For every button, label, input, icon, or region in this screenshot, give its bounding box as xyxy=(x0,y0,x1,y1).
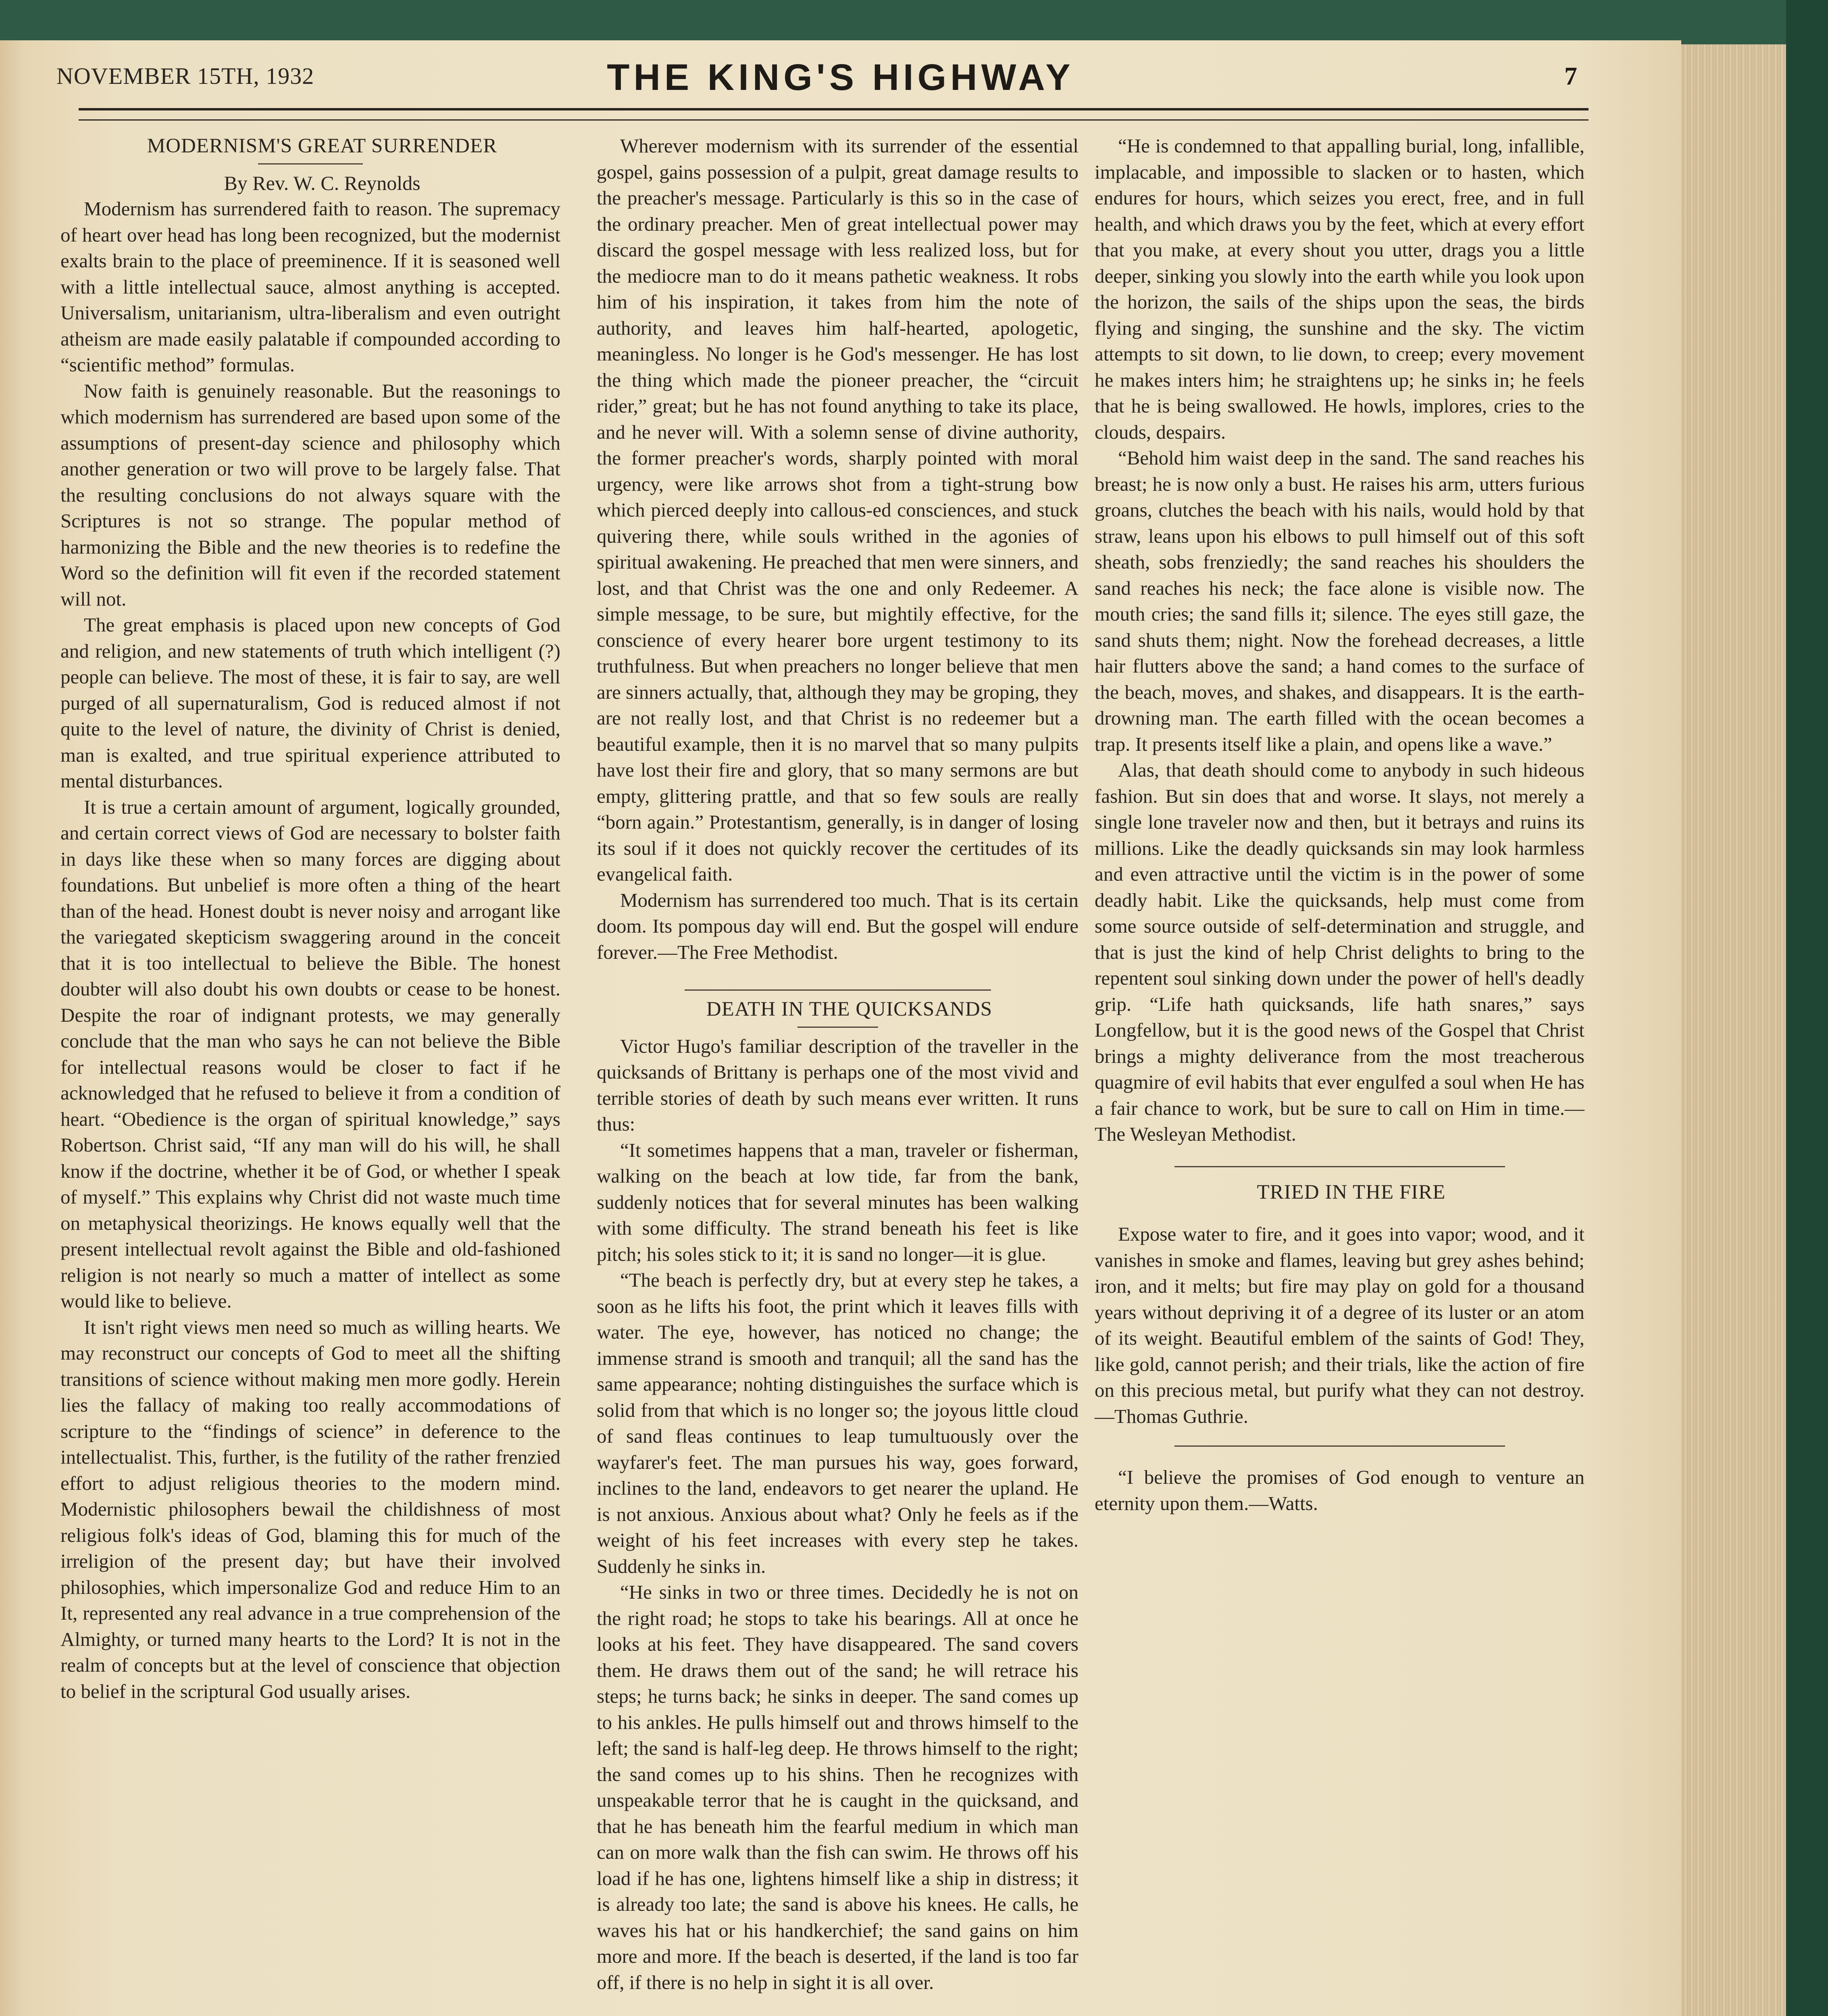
paragraph: Modernism has surrendered too much. That is its certain doom. Its pompous day will end. But the gospel will endure forever.—The Free Methodist. xyxy=(597,889,1078,963)
title-divider xyxy=(797,1027,878,1028)
column-2 xyxy=(597,133,1078,2016)
paragraph: “He is condemned to that appalling burial, long, infallible, implacable, and impossible to slacken or to hasten, which endures for hours, which seizes you erect, free, and in full health, and which draws you by the feet, which at every effort that you make, at every shout you utter, drags you a little deeper, sinking you slowly into the earth while you look upon the horizon, the sails of the ships upon the seas, the birds flying and singing, the sunshine and the sky. The victim attempts to sit down, to lie down, to creep; every movement he makes inters him; he straightens up; he sinks in; he feels that he is being swallowed. He howls, implores, cries to the clouds, despairs. xyxy=(1095,135,1584,443)
spacer xyxy=(597,965,1078,985)
header-rule xyxy=(79,108,1589,121)
paragraph: “Behold him waist deep in the sand. The sand reaches his breast; he is now only a bust. He raises his arm, utters furious groans, clutches the beach with his nails, would hold by that straw, leans upon his elbows to pull himself out of this soft sheath, sobs frenziedly; the sand reaches his shoulders the sand reaches his neck; the face alone is visible now. The mouth cries; the sand fills it; silence. The eyes still gaze, the sand shuts them; night. Now the forehead decreases, a little hair flutters above the sand; a hand comes to the surface of the beach, moves, and shakes, and disappears. It is the earth-drowning man. The earth filled with the ocean becomes a trap. It presents itself like a plain, and opens like a wave.” xyxy=(1095,447,1584,755)
paragraph: “He sinks in two or three times. Decidedly he is not on the right road; he stops to take his bearings. All at once he looks at his feet. They have disappeared. The sand covers them. He draws them out of the sand; he will retrace his steps; he turns back; he sinks in deeper. The sand comes up to his ankles. He pulls himself out and throws himself to the left; the sand is half-leg deep. He throws himself to the right; the sand comes up to his shins. Then he recognizes with unspeakable terror that he is caught in the quicksand, and that he has beneath him the fearful medium in which man can on more walk than the fish can swim. He throws off his load if he has one, lightens himself like a ship in distress; it is already too late; the sand is above his knees. He calls, he waves his hat or his handkerchief; the sand gains on him more and more. If the beach is deserted, if the land is too far off, if there is no help in sight it is all over. xyxy=(597,1581,1078,1993)
paragraph: It isn't right views men need so much as willing hearts. We may reconstruct our concepts of God to meet all the shifting transitions of science without making men more godly. Herein lies the fallacy of making too really accommodations of scripture to the “findings of science” in deference to the intellectualist. This, further, is the futility of the rather frenzied effort to adjust religious theories to the modern mind. Modernistic philosophers bewail the childishness of most religious folk's ideas of God, blaming this for much of the irreligion of the present day; but have their involved philosophies, which impersonalize God and reduce Him to an It, represented any real advance in a true comprehension of the Almighty, or turned many hearts to the Lord? It is not in the realm of concepts but at the level of conscience that objection to belief in the scriptural God usually arises. xyxy=(60,1316,560,1702)
paragraph: Modernism has surrendered faith to reason. The supremacy of heart over head has long been recognized, but the modernist exalts brain to the place of preeminence. If it is seasoned well with a little intellectual sauce, almost anything is accepted. Universalism, unitarianism, ultra-liberalism and even outright atheism are made easily palatable if compounded according to “scientific method” formulas. xyxy=(60,198,560,376)
column-1 xyxy=(60,133,560,2016)
paragraph: Alas, that death should come to anybody in such hideous fashion. But sin does that and worse. It slays, not merely a single lone traveler now and then, but it betrays and ruins its millions. Like the deadly quicksands sin may look harmless and even attractive until the victim is in the power of some deadly habit. Like the quicksands, help must come from some source outside of self-determination and struggle, and that is just the kind of help Christ delights to bring to the repentent soul sinking down under the power of hell's deadly grip. “Life hath quicksands, life hath snares,” says Longfellow, but it is the good news of the Gospel that Christ brings a mighty deliverance from the most treacherous quagmire of evil habits that ever engulfed a soul when He has a fair chance to work, but be sure to call on Him in time.—The Wesleyan Methodist. xyxy=(1095,759,1584,1145)
paragraph: “It sometimes happens that a man, traveler or fisherman, walking on the beach at low tide, far from the bank, suddenly notices that for several minutes has been walking with some difficulty. The strand beneath his feet is like pitch; his soles stick to it; it is sand no longer—it is glue. xyxy=(597,1139,1078,1265)
paragraph: It is true a certain amount of argument, logically grounded, and certain correct views of God are necessary to bolster faith in days like these when so many forces are digging about foundations. But unbelief is more often a thing of the heart than of the head. Honest doubt is never noisy and arrogant like the variegated skepticism swaggering around in the conceit that it is too intellectual to believe the Bible. The honest doubter will also doubt his own doubts or cease to be honest. Despite the roar of indignant protests, we may generally conclude that the man who says he can not believe the Bible for intellectual reasons would be closer to fact if he acknowledged that he refused to believe it from a condition of heart. “Obedience is the organ of spiritual knowledge,” says Robertson. Christ said, “If any man will do his will, he shall know if the doctrine, whether it be of God, or whether I speak of myself.” This explains why Christ did not waste much time on metaphysical theorizings. He knows equally well that the present intellectual revolt against the Bible and old-fashioned religion is not nearly so much a matter of intellect as some would like to believe. xyxy=(60,796,560,1312)
spacer xyxy=(1095,1429,1584,1441)
closing-quote: “I believe the promises of God enough to venture an eternity upon them.—Watts. xyxy=(1095,1466,1584,1514)
paragraph: The great emphasis is placed upon new concepts of God and religion, and new statements of truth which intelligent (?) people can believe. The most of these, it is fair to say, are well purged of all supernaturalism, God is reduced almost if not quite to the level of nature, the divinity of Christ is denied, man is exalted, and true spiritual experience attributed to mental disturbances. xyxy=(60,614,560,792)
title-divider xyxy=(258,163,363,165)
article-title-quicksands: DEATH IN THE QUICKSANDS xyxy=(706,998,993,1020)
article-title-modernism: MODERNISM'S GREAT SURRENDER xyxy=(147,135,498,157)
newspaper-page xyxy=(0,40,1681,2016)
paragraph: “The beach is perfectly dry, but at every step he takes, a soon as he lifts his foot, the print which it leaves fills with water. The eye, however, has noticed no change; the immense strand is smooth and tranquil; all the sand has the same appearance; nohting distinguishes the surface which is solid from that which is no longer so; the joyous little cloud of sand fleas continues to leap tumultuously over the wayfarer's feet. The man pursues his way, goes forward, inclines to the land, endeavors to get nearer the upland. He is not anxious. Anxious about what? Only he feels as if the weight of his feet increases with every step he takes. Suddenly he sinks in. xyxy=(597,1269,1078,1577)
masthead-title: THE KING'S HIGHWAY xyxy=(607,57,1074,98)
article-divider xyxy=(1174,1166,1505,1167)
paragraph: Victor Hugo's familiar description of the traveller in the quicksands of Brittany is perhaps one of the most vivid and terrible stories of death by such means ever written. It runs thus: xyxy=(597,1035,1078,1135)
article-title-fire: TRIED IN THE FIRE xyxy=(1257,1181,1446,1204)
column-3 xyxy=(1095,133,1584,2016)
paragraph: Wherever modernism with its surrender of the essential gospel, gains possession of a pulpit, great damage results to the preacher's message. Particularly is this so in the case of the ordinary preacher. Men of great intellectual power may discard the gospel message with less realized loss, but for the mediocre man to do it means pathetic weakness. It robs him of his inspiration, it takes from him the note of authority, and leaves him half-hearted, apologetic, meaningless. No longer is he God's messenger. He has lost the thing which made the pioneer preacher, the “circuit rider,” great; but he has not found anything to take its place, and he never will. With a solemn sense of divine authority, the former preacher's words, sharply pointed with moral urgency, were like arrows shot from a tight-strung bow which pierced deeply into callous-ed consciences, and stuck quivering there, while souls writhed in the agonies of spiritual awakening. He preached that men were sinners, and lost, and that Christ was the one and only Redeemer. A simple message, to be sure, but mightily effective, for the conscience of every hearer bore urgent testimony to its truthfulness. But when preachers no longer believe that men are sinners actually, that, although they may be groping, they are not really lost, and that Christ is no redeemer but a beautiful example, then it is no marvel that so many pulpits have lost their fire and glory, that so many sermons are but empty, glittering prattle, and that so few souls are really “born again.” Protestantism, generally, is in danger of losing its soul if it does not quickly recover the certitudes of its evangelical faith. xyxy=(597,135,1078,885)
paragraph: Expose water to fire, and it goes into vapor; wood, and it vanishes in smoke and flames, leaving but grey ashes behind; iron, and it melts; but fire may play on gold for a thousand years without depriving it of a degree of its luster or an atom of its weight. Beautiful emblem of the saints of God! They, like gold, cannot perish; and their trials, like the action of fire on this precious metal, but purify what they can not destroy.—Thomas Guthrie. xyxy=(1095,1223,1584,1427)
spacer xyxy=(1095,1148,1584,1162)
page-number: 7 xyxy=(1564,62,1577,90)
page-stack-edge xyxy=(1681,44,1786,2016)
article-divider xyxy=(1174,1445,1505,1447)
article-byline: By Rev. W. C. Reynolds xyxy=(224,171,421,194)
issue-date: NOVEMBER 15TH, 1932 xyxy=(56,63,314,89)
paragraph: Now faith is genuinely reasonable. But the reasonings to which modernism has surrendered are based upon some of the assumptions of present-day science and philosophy which another generation or two will prove to be largely false. That the resulting conclusions do not always square with the Scriptures is not so strange. The popular method of harmonizing the Bible and the new theories is to redefine the Word so the definition will fit even if the recorded statement will not. xyxy=(60,379,560,610)
book-spine xyxy=(1786,0,1828,2016)
spacer xyxy=(1095,1452,1584,1464)
article-divider xyxy=(685,989,991,991)
